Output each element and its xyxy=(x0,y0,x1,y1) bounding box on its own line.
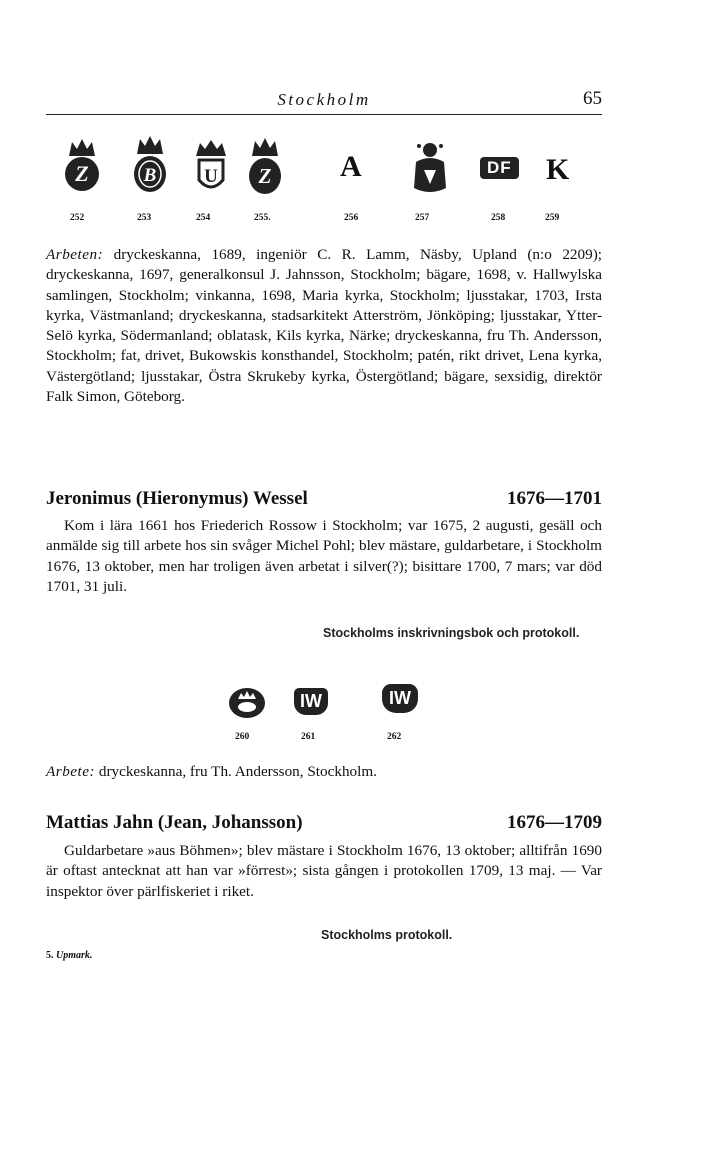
crowned-monogram-mark-icon xyxy=(190,138,232,194)
hallmark-261-letter: IW xyxy=(294,688,328,715)
hallmark-257 xyxy=(410,140,450,196)
hallmark-262-letter: IW xyxy=(382,684,418,713)
hallmark-number: 256 xyxy=(344,213,359,223)
crowned-monogram-mark-icon xyxy=(130,134,170,194)
work-text: dryckeskanna, fru Th. Andersson, Stockholm. xyxy=(95,763,377,780)
hallmark-258-letter: DF xyxy=(480,157,519,179)
entry-heading xyxy=(46,488,602,514)
hallmark-260 xyxy=(228,686,266,720)
hallmark-262 xyxy=(382,684,418,713)
crowned-oval-mark-icon xyxy=(228,686,266,720)
svg-text:Z: Z xyxy=(258,164,272,188)
hallmark-number: 258 xyxy=(491,213,506,223)
entry-years: 1676—1709 xyxy=(507,812,602,833)
hallmark-255 xyxy=(245,136,285,196)
page-number: 65 xyxy=(583,88,602,109)
works-text: dryckeskanna, 1689, ingeniör C. R. Lamm, Näsby, Upland (n:o 2209); dryckeskanna, 1697, generalkonsul J. Jahnsson, Stockholm; bägare, 1698, v. Hallwylska samlingen, Stockholm; vinkanna, 1698, Maria kyrka, Stockholm; ljusstakar, 1703, Irsta kyrka, Västmanland; dryckeskanna, stadsarkitekt Atterström, Jönköping; ljusstakar, Ytter-Selö kyrka, Södermanland; oblatask, Kils kyrka, Närke; dryckeskanna, fru Th. Andersson, Stockholm; fat, drivet, Bukowskis konsthandel, Stockholm; patén, rikt drivet, Lena kyrka, Västergötland; ljusstakar, Östra Skrukeby kyrka, Östergötland; bägare, sexsidig, direktör Falk Simon, Göteborg. xyxy=(46,246,602,406)
crowned-monogram-mark-icon xyxy=(245,136,285,196)
works-paragraph xyxy=(46,245,602,407)
hallmark-256-letter: A xyxy=(340,150,362,183)
footnote-text: Upmark. xyxy=(56,950,93,961)
hallmark-number: 253 xyxy=(137,213,152,223)
running-title: Stockholm xyxy=(277,90,371,109)
crowned-monogram-mark-icon xyxy=(62,136,102,194)
entry-text: Guldarbetare »aus Böhmen»; blev mästare i Stockholm 1676, 13 oktober; alltifrån 1690 är oftast antecknat att han var »förrest»; sista gången i protokollen 1709, 13 maj. — Var inspektor över pärlfiskeriet i riket. xyxy=(46,842,602,900)
work-paragraph xyxy=(46,762,602,782)
hallmark-254 xyxy=(190,138,232,194)
running-head xyxy=(46,86,602,115)
works-label: Arbeten: xyxy=(46,246,104,263)
hallmark-258 xyxy=(480,157,519,179)
entry-years: 1676—1701 xyxy=(507,488,602,509)
hallmark-253 xyxy=(130,134,170,194)
entry-name: Mattias Jahn (Jean, Johansson) xyxy=(46,812,303,833)
source-citation: Stockholms inskrivningsbok och protokoll. xyxy=(323,626,580,640)
hallmark-number: 262 xyxy=(387,732,402,742)
hallmark-261 xyxy=(294,688,328,715)
hallmark-number: 261 xyxy=(301,732,316,742)
source-citation: Stockholms protokoll. xyxy=(321,928,453,942)
svg-text:U: U xyxy=(204,166,218,187)
entry-heading xyxy=(46,812,602,838)
entry-name: Jeronimus (Hieronymus) Wessel xyxy=(46,488,308,509)
hallmark-number: 260 xyxy=(235,732,250,742)
entry-text: Kom i lära 1661 hos Friederich Rossow i Stockholm; var 1675, 2 augusti, gesäll och anmälde sig till arbete hos sin svåger Michel Pohl; blev mästare, guldarbetare, i Stockholm 1676, 13 oktober, men har troligen även arbetat i silver(?); bisittare 1700, 7 mars; var död 1701, 31 juli. xyxy=(46,517,602,595)
hallmark-number: 259 xyxy=(545,213,560,223)
hallmark-number: 254 xyxy=(196,213,211,223)
svg-text:Z: Z xyxy=(75,161,89,186)
hallmark-number: 257 xyxy=(415,213,430,223)
hallmark-259-letter: K xyxy=(546,153,570,186)
footnote xyxy=(46,950,92,961)
figure-mark-icon xyxy=(410,140,450,196)
hallmark-number: 255. xyxy=(254,213,271,223)
hallmark-252 xyxy=(62,136,102,194)
footnote-number: 5. xyxy=(46,950,54,961)
svg-text:B: B xyxy=(143,165,157,186)
hallmark-number: 252 xyxy=(70,213,85,223)
work-label: Arbete: xyxy=(46,763,96,780)
